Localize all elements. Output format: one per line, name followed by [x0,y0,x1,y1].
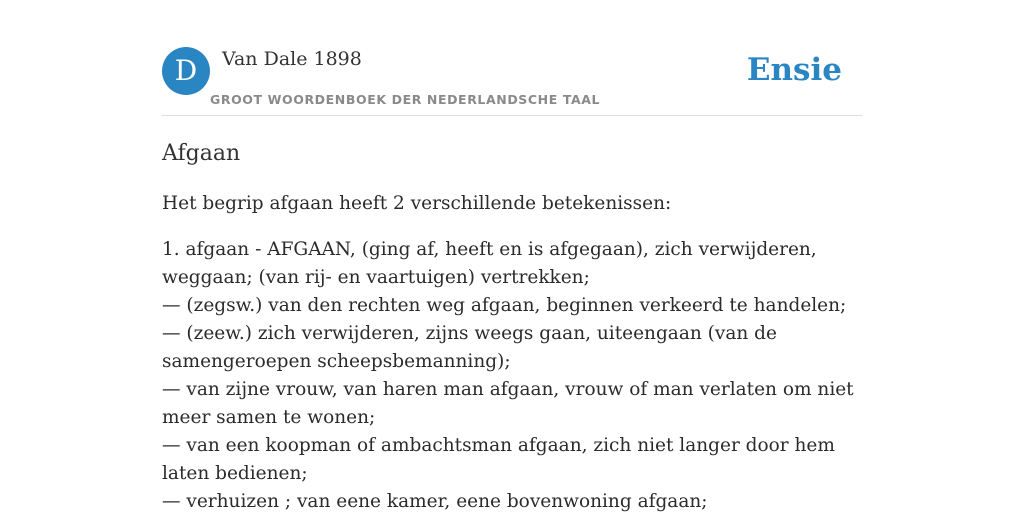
entry-intro: Het begrip afgaan heeft 2 verschillende betekenissen: [162,193,672,214]
entry-content [162,138,872,512]
definition-line: — van zijne vrouw, van haren man afgaan, vrouw of man verlaten om niet meer samen te wonen; [162,379,854,428]
entry-definition [162,236,872,512]
header-divider [162,115,862,116]
definition-line: 1. afgaan - AFGAAN, (ging af, heeft en is afgegaan), zich verwijderen, weggaan; (van rij- en vaartuigen) vertrekken; [162,239,817,288]
definition-line: — (zegsw.) van den rechten weg afgaan, beginnen verkeerd te handelen; [162,295,847,316]
ensie-brand-logo[interactable]: Ensie [746,52,842,88]
entry-title: Afgaan [162,141,241,166]
definition-line: — (zeew.) zich verwijderen, zijns weegs gaan, uiteengaan (van de samengeroepen scheepsbemanning); [162,323,777,372]
header [162,46,862,116]
definition-line: — van een koopman of ambachtsman afgaan, zich niet langer door hem laten bedienen; [162,435,835,484]
definition-line: — verhuizen ; van eene kamer, eene bovenwoning afgaan; [162,491,708,512]
dictionary-title[interactable]: Van Dale 1898 [222,48,362,70]
dictionary-subtitle: GROOT WOORDENBOEK DER NEDERLANDSCHE TAAL [210,92,601,107]
dictionary-logo[interactable]: D [162,47,210,95]
